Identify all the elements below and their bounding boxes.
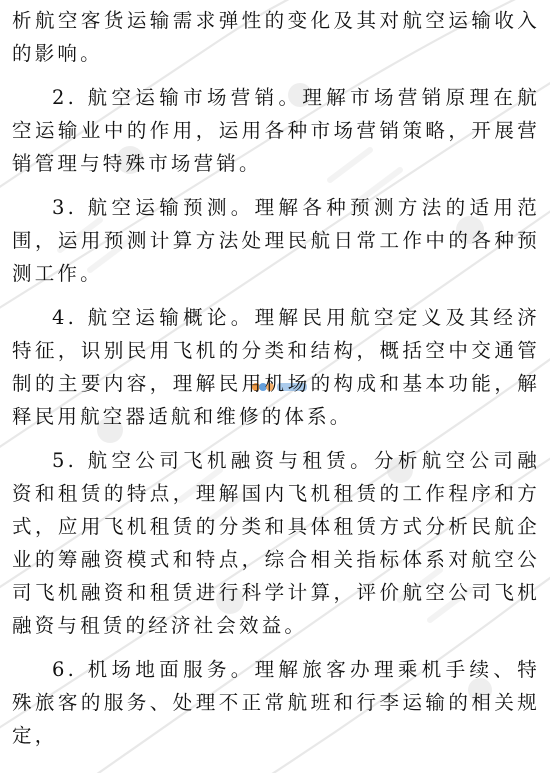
paragraph-item-4: 4. 航空运输概论。理解民用航空定义及其经济特征，识别民用飞机的分类和结构，概括空中交通管制的主要内容，理解民用机场的构成和基本功能，解释民用航空器适航和维修的体系。 [12,306,540,428]
paragraph-item-3: 3. 航空运输预测。理解各种预测方法的适用范围，运用预测计算方法处理民航日常工作中的各种预测工作。 [12,196,540,285]
paragraph-item-5: 5. 航空公司飞机融资与租赁。分析航空公司融资和租赁的特点，理解国内飞机租赁的工作程序和方式，应用飞机租赁的分类和具体租赁方式分析民航企业的筹融资模式和特点，综合相关指标体系对航空公司飞机融资和租赁进行科学计算，评价航空公司飞机融资与租赁的经济社会效益。 [12,449,540,637]
document-body [12,4,540,752]
paragraph-continuation: 析航空客货运输需求弹性的变化及其对航空运输收入的影响。 [12,9,540,65]
paragraph-item-2: 2. 航空运输市场营销。理解市场营销原理在航空运输业中的作用，运用各种市场营销策略，开展营销管理与特殊市场营销。 [12,86,540,175]
paragraph-item-6: 6. 机场地面服务。理解旅客办理乘机手续、特殊旅客的服务、处理不正常航班和行李运输的相关规定， [12,658,540,747]
